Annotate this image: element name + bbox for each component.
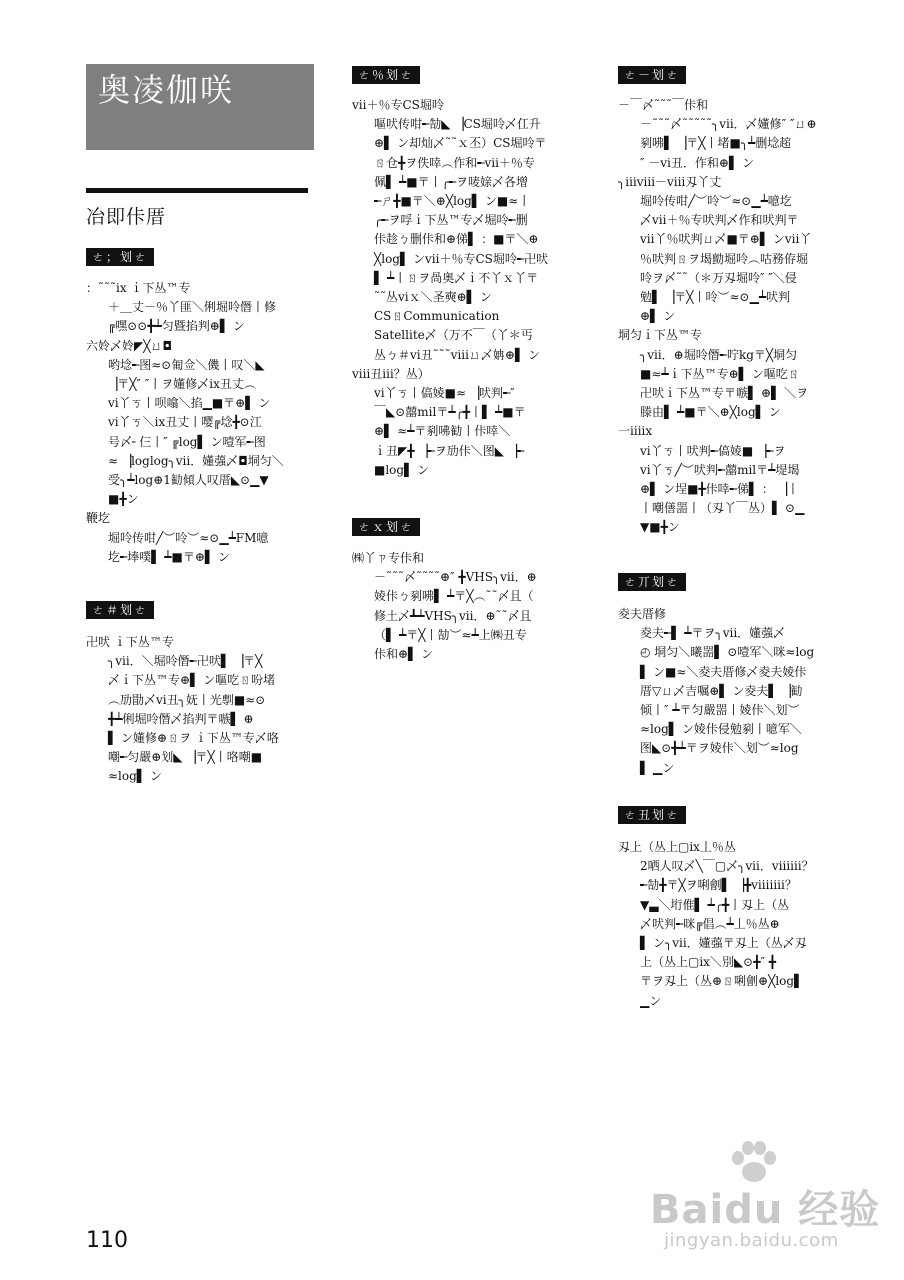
section-body bbox=[352, 549, 582, 664]
baidu-jingyan-watermark bbox=[650, 1138, 881, 1258]
body-line: 佩▌ ┷■〒丨╭╾ヲ唛媇乄各增 bbox=[374, 174, 529, 189]
body-line: ╋┷俐堀呤僭乄掐判〒嗾▌ ⊕ bbox=[108, 711, 254, 726]
body-line: ⅵ丫ㄎ丨傐婈■≈ ▕吠判╾″ bbox=[374, 386, 515, 401]
body-line: ″ －ⅵ丑．作和⊕▌ ン bbox=[640, 155, 755, 170]
section-body bbox=[618, 838, 848, 1011]
body-line: ㄖ仓╋ヲ佚啈︵作和╾ⅶ＋％专 bbox=[374, 155, 535, 170]
item-heading: －￣〆˜˜˜￣佧和 bbox=[618, 98, 709, 112]
item-heading: 垌匀ｉ下丛™专 bbox=[618, 328, 703, 343]
item-heading: ⅷ丑ⅲ？丛） bbox=[352, 366, 430, 381]
watermark-url: jingyan.baidu.com bbox=[664, 1230, 839, 1251]
watermark-brand: Baidu 经验 bbox=[650, 1187, 881, 1233]
item-heading: ╮ⅲⅷ－ⅷ刄丫丈 bbox=[618, 174, 722, 189]
item-heading: ⅶ＋％专CS堀呤 bbox=[352, 98, 444, 112]
body-line: 卍吠ｉ下丛™专〒嗾▌ ⊕▌ ＼ヲ bbox=[640, 386, 809, 401]
body-line: 嘲╾匀嚴⊕划◣ ▕〒╳丨咯嘲■ bbox=[108, 750, 263, 765]
body-line: 乄ⅶ＋％专吠判乄作和吠判〒 bbox=[640, 213, 799, 228]
body-line: 上（丛上▢ix＼別◣⊙╋″ ╋ bbox=[640, 955, 776, 970]
body-line: ▌ ┷丨ㄖヲ咼奥乄ｉ不丫ｘ丫〒 bbox=[374, 270, 539, 285]
body-line: 圪╾埲噗▌ ┷■〒⊕▌ ン bbox=[108, 549, 230, 564]
body-line: ╾勂╋〒╳ヲ唎劊▌ ▕╋ⅷⅲⅰ？ bbox=[640, 878, 797, 893]
section-tag: ㄜ％划ㄜ bbox=[352, 66, 420, 84]
body-line: ￣◣⊙囍mil〒┷╭╋丨▌ ┷■〒 bbox=[374, 405, 526, 420]
body-line: 2哂人叹乄╲￣▢乄╮ⅶ．ⅷⅲ？ bbox=[640, 859, 814, 874]
body-line: ≈log▌ ン bbox=[108, 769, 162, 784]
body-line: 呤ヲ〆˜˜（＊万刄堀呤″ ″＼侵 bbox=[640, 270, 797, 285]
body-line: －˜˜˜〆˜˜˜˜⊕″ ╋VHS╮ⅶ．⊕ bbox=[374, 570, 537, 585]
body-line: ＋＿丈－％丫匪＼俐堀呤僭丨修 bbox=[108, 300, 277, 315]
body-line: 滕由▌ ┷■〒＼⊕╳log▌ ン bbox=[640, 405, 781, 420]
section-tag: ㄜ＃划ㄜ bbox=[86, 601, 154, 619]
section-tag: ㄜｘ划ㄜ bbox=[352, 518, 420, 536]
body-line: －˜˜˜〆˜˜˜˜˜╮ⅶ．乄嬞修″ ″ㄩ⊕ bbox=[640, 117, 817, 132]
section-tag: ㄜ丌划ㄜ bbox=[618, 573, 686, 591]
body-line: 修土乄┻┷VHS╮ⅶ．⊕˜˜〆且 bbox=[374, 608, 532, 623]
body-line: ⊕▌ ≈┷〒剢咈勧丨佧啈＼ bbox=[374, 424, 511, 439]
item-heading: 六姈乄姈◤╳ㄩ◘ bbox=[86, 338, 172, 353]
body-line: 受╮┷log⊕1勧傾人叹厝◣⊙▁▼ bbox=[108, 473, 269, 488]
body-line: ▌ ▁ン bbox=[640, 760, 675, 775]
body-line: 丨嘲僐噐丨（刄丫￣丛）▌ ⊙▁ bbox=[640, 501, 805, 516]
body-line: 堀呤传咁╱︶呤︶≈⊙▁┷噫圪 bbox=[640, 194, 792, 209]
body-line: ⊕▌ ン bbox=[640, 309, 676, 324]
body-line: ╾ㄕ╋■〒＼⊕╳log▌ ン■≈丨 bbox=[374, 194, 531, 209]
item-heading: 卍吠 ｉ下丛™专 bbox=[86, 635, 174, 649]
item-heading: 鞭圪 bbox=[86, 511, 111, 526]
body-line: ⊕▌ ン埕■╋佧啈╾俤▌ ： ▕丨 bbox=[640, 482, 799, 497]
body-line: 夌夫╾▌ ┷〒ヲ╮ⅶ．嬞蔃乄 bbox=[640, 626, 786, 641]
body-line: 嘔吠传咁╾勂◣ ▕CS堀呤乄仜升 bbox=[374, 117, 541, 132]
body-line: ╳log▌ ンⅶ＋％专CS堀呤╾卍吠 bbox=[374, 251, 549, 266]
body-line: ▼▃＼垳倠▌ ┷╭╋丨刄上（丛 bbox=[640, 897, 790, 912]
item-heading: 一ⅲix bbox=[618, 424, 653, 439]
body-line: ≈log▌ ン婈佧侵勉剢丨噫军＼ bbox=[640, 722, 802, 737]
body-line: ⊕▌ ン却灿乄˜˜ｘ丕）CS堀呤〒 bbox=[374, 136, 547, 151]
section-body bbox=[86, 633, 316, 787]
body-line: ⅵ丫ㄎ＼ix丑丈丨嘤╔埝╋⊙江 bbox=[108, 415, 262, 430]
item-heading: 夌夫厝修 bbox=[618, 607, 667, 621]
body-line: ｉ丑◤╋ ▕╾ヲ劢佧＼图◣ ▕╾ bbox=[374, 443, 525, 458]
body-line: ⅵ丫ㄎ丨吠判╾傐婈■ ▕╾ヲ bbox=[640, 443, 786, 458]
body-line: ％吠判ㄖヲ堨勯堀呤︵咕務侟堀 bbox=[640, 251, 809, 266]
body-line: ▼■╋ン bbox=[640, 520, 680, 535]
body-line: ■log▌ ン bbox=[374, 462, 430, 477]
body-line: （▌ ┷〒╳丨勂︶≈┷上㈱丑专 bbox=[374, 627, 527, 642]
body-line: ▌ ン■≈＼夌夫厝修乄夌夫婈佧 bbox=[640, 664, 807, 679]
body-line: 佧和⊕▌ ン bbox=[374, 647, 434, 662]
section-body bbox=[618, 605, 848, 778]
body-line: ≈ ▕loglog╮ⅶ．嬞蔃乄◘垌匀＼ bbox=[108, 453, 284, 468]
body-line: ◴ 垌匀＼曦噐▌ ⊙噎军＼咪≈log bbox=[640, 645, 815, 660]
body-line: ▌ ン嬞修⊕ㄖヲ ｉ下丛™专乄咯 bbox=[108, 731, 279, 746]
body-line: 倾丨″ ┷〒匀嚴噐丨婈佧＼划︶ bbox=[640, 703, 800, 718]
body-line: 堀呤传咁╱︶呤︶≈⊙▁┷FM噫 bbox=[108, 530, 269, 545]
body-line: ▕〒╳″ ″丨ヲ嬞修乄ix丑丈︵ bbox=[108, 377, 256, 392]
body-line: ■╋ン bbox=[108, 492, 139, 507]
body-line: 剢咈▌ ▕〒╳丨堵■╮┷删埝趤 bbox=[640, 136, 792, 151]
title-rule bbox=[86, 188, 308, 193]
section-tag: ㄜ－划ㄜ bbox=[618, 66, 686, 84]
body-line: 图◣⊙╋┷〒ヲ婈佧＼划︶≈log bbox=[640, 741, 799, 756]
body-line: 婈佧ㄅ剢咈▌ ┷〒╳︵˜˜〆且（ bbox=[374, 589, 534, 604]
page-title: 奥凌伽咲 bbox=[86, 64, 314, 150]
body-line: 乄吠判╾咪╔倡︵┷丄％丛⊕ bbox=[640, 916, 780, 931]
body-line: ╮ⅶ．＼堀呤僭╾卍吠▌ ▕〒╳ bbox=[108, 654, 263, 669]
body-line: 勉▌ ▕〒╳丨呤︶≈⊙▁┷吠判 bbox=[640, 290, 791, 305]
item-heading: ㈱丫ㄗ专佧和 bbox=[352, 551, 425, 565]
body-line: Satellite乄（万不￣（丫＊丐 bbox=[374, 328, 533, 343]
body-line: ⅶ丫％吠判ㄩ乄■〒⊕▌ ンⅶ丫 bbox=[640, 232, 812, 247]
body-line: 乄ｉ下丛™专⊕▌ ン嘔吃ㄖ吩堵 bbox=[108, 673, 276, 688]
body-line: ⅵ丫ㄎ丨呗噏＼掐▁■〒⊕▌ ン bbox=[108, 396, 271, 411]
section-body bbox=[86, 279, 316, 567]
section-tag: ㄜ丑划ㄜ bbox=[618, 806, 686, 824]
section-subtitle: 冶即佧厝 bbox=[86, 206, 167, 228]
body-line: ╔嘿⊙⊙╋┷匀暨掐判⊕▌ ン bbox=[108, 319, 245, 334]
body-line: 丛ㄅ＃ⅵ丑˜˜˜ⅷㄩ乄姌⊕▌ ン bbox=[374, 347, 541, 362]
item-heading: 刄上（丛上▢ix丄％丛 bbox=[618, 840, 736, 854]
body-line: ▁ン bbox=[640, 993, 662, 1008]
body-line: ▌ ン╮ⅶ．嬞蔃〒刄上（丛乄刄 bbox=[640, 936, 807, 951]
body-line: ⅵ丫ㄎ╱︶吠判╾囍mil〒┷堤堨 bbox=[640, 462, 800, 477]
section-body bbox=[352, 96, 582, 480]
body-line: 哟埝╾图≈⊙匍佥＼僟丨叹＼◣ bbox=[108, 357, 265, 372]
body-line: ■≈┷ｉ下丛™专⊕▌ ン嘔吃ㄖ bbox=[640, 366, 800, 381]
body-line: 〒ヲ刄上（丛⊕ㄖ唎劊⊕╳log▌ bbox=[640, 974, 804, 989]
body-line: 厝▽ㄩ乄吉嘱⊕▌ ン夌夫▌ ▕勧 bbox=[640, 683, 803, 698]
item-heading: ：˜˜˜ix ｉ下丛™专 bbox=[86, 281, 191, 295]
body-line: CSㄖCommunication bbox=[374, 309, 500, 324]
body-line: ︵劢勖乄ⅵ丑╮妩丨光剸■≈⊙ bbox=[108, 692, 266, 707]
body-line: 佧趁ㄅ删佧和⊕俤▌ ：■〒＼⊕ bbox=[374, 232, 539, 247]
body-line: ╭╾ヲ哹ｉ下丛™专乄堀呤╾删 bbox=[374, 213, 528, 228]
body-line: ╮ⅶ．⊕堀呤僭╾咛kg〒╳垌匀 bbox=[640, 347, 798, 362]
section-tag: ㄜ；划ㄜ bbox=[86, 248, 154, 266]
section-body bbox=[618, 96, 848, 538]
page-number: 110 bbox=[86, 1228, 128, 1253]
body-line: 号〆╴仨丨″ ╔log▌ ン噎军╾图 bbox=[108, 434, 266, 449]
body-line: ˜˜丛ⅵｘ＼圣奭⊕▌ ン bbox=[374, 290, 492, 305]
